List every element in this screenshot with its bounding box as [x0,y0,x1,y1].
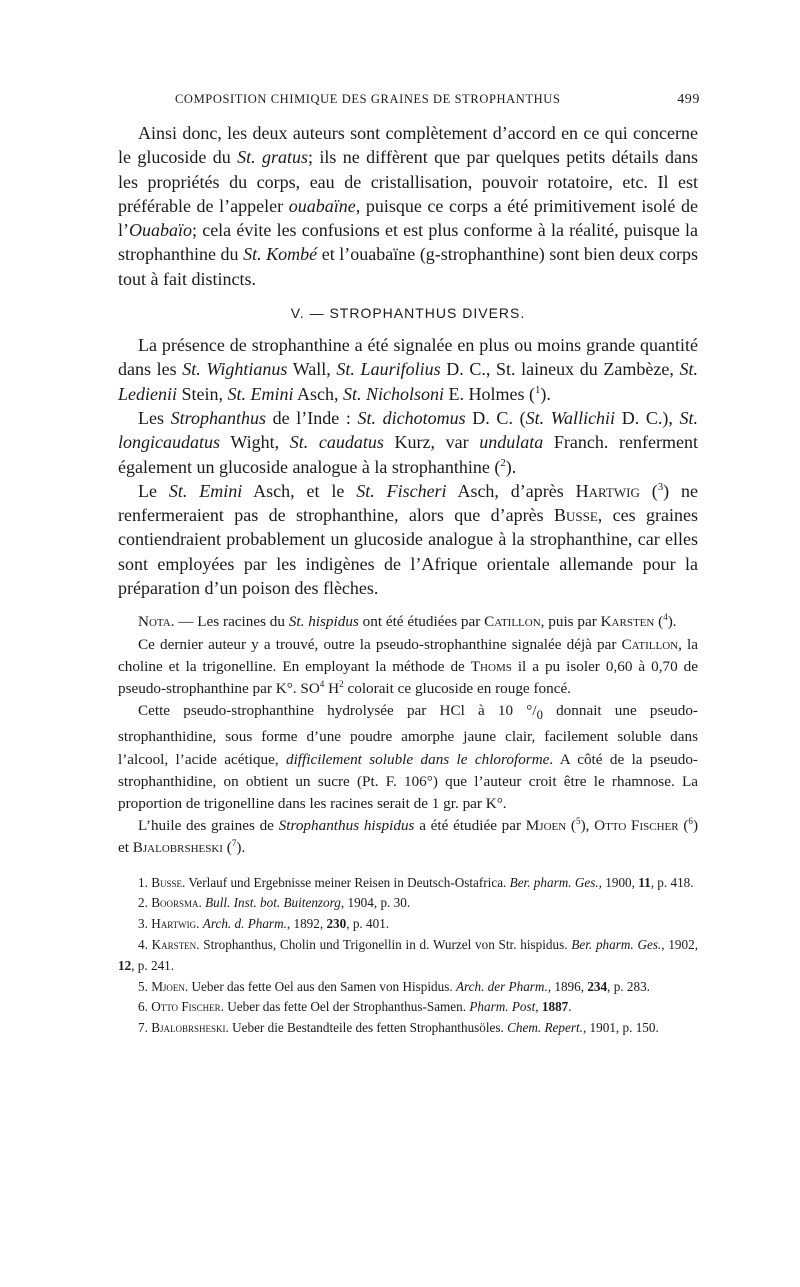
text-run: , 1901, p. 150. [582,1020,659,1036]
text-run: ) et [118,817,699,857]
text-run: et l’ouabaïne (g-strophanthine) sont bien deux corps tout à fait distincts. [118,244,698,289]
text-run: . [196,916,203,932]
text-run: colorait ce glucoside en rouge foncé. [343,679,571,697]
footnotes [118,873,698,1039]
author-name: Hartwig [575,480,640,501]
species-name: Strophanthus hispidus [278,817,415,835]
footnote [118,914,698,935]
footnote [118,977,698,998]
footnote-ref[interactable]: 7 [231,838,237,849]
paragraph-india [118,406,698,479]
paragraph-emini [118,479,698,600]
nota-block [118,611,698,859]
running-title: COMPOSITION CHIMIQUE DES GRAINES DE STROPHANTHUS [175,92,561,106]
text-run: , 1900, [598,874,639,890]
text-run: , p. 418. [650,874,694,890]
footnote-number: 7. [138,1020,152,1036]
text-run: , puis par [540,613,601,631]
footnote [118,935,698,977]
text-run: ), [580,817,595,835]
formula-index: 0 [536,708,543,723]
species-name: St. longicaudatus [118,407,698,453]
journal-title: Bull. Inst. bot. Buitenzorg [205,895,341,911]
species-name: St. hispidus [288,613,359,631]
text-run: Les [138,407,171,428]
text-run: , [535,999,542,1015]
text-run: D. C.), [615,407,680,428]
term: Ouabaïo [129,220,192,241]
species-name: St. Emini [227,383,294,404]
text-run: , 1892, [286,916,327,932]
text-run: . [198,895,206,911]
text-run: Wight, [220,432,290,453]
text-run: . Ueber die Bestandteile des fetten Strophanthusöles. [225,1020,508,1036]
species-name: St. Ledienii [118,359,699,404]
text-run: Stein, [177,383,228,404]
text-run: ). [540,383,551,404]
term: ouabaïne [288,195,356,216]
text-run: . Verlauf und Ergebnisse meiner Reisen in Deutsch-Ostafrica. [182,874,510,890]
footnote-ref[interactable]: 4 [663,612,668,623]
text-run: . Ueber das fette Oel der Strophanthus-Samen. [220,999,470,1015]
text-run: ( [639,480,658,501]
footnote-ref[interactable]: 2 [500,456,506,469]
main-text [118,121,698,600]
species-name: St. Nicholsoni [343,383,445,404]
footnote [118,1018,698,1039]
text-run: La présence de strophanthine a été signalée en plus ou moins grande quantité dans les [118,335,698,380]
text-run: de l’Inde : [265,407,358,428]
text-run: il a pu isoler 0,60 à 0,70 de pseudo-strophanthine par K°. SO [118,657,698,697]
journal-title: Pharm. Post [469,999,536,1015]
text-run: Asch, d’après [446,480,576,501]
text-run: . A côté de la pseudo-strophanthidine, on obtient un sucre (Pt. F. 106°) que l’auteur croit être le rhamnose. La proportion de trigonelline dans les racines serait de 1 gr. par K°. [118,750,698,812]
footnote-number: 2. [138,895,152,911]
text-run: , p. 283. [607,978,650,994]
species-name: St. Wightianus [182,359,288,380]
species-name: St. Emini [168,480,243,501]
species-name: St. caudatus [289,432,384,453]
text-run: D. C. ( [465,407,526,428]
text-run: a été étudiée par [414,817,526,835]
text-run: ( [654,613,664,631]
volume-number: 1887 [541,999,569,1015]
text-run: , 1904, p. 30. [340,895,411,911]
species-name: St. Fischeri [356,480,447,501]
author-name: Otto Fischer [151,999,221,1015]
author-name: Karsten [600,613,655,631]
page-body [118,121,698,1039]
text-run: Ce dernier auteur y a trouvé, outre la pseudo-strophanthine signalée déjà par [138,635,622,653]
footnote [118,893,698,914]
footnote-ref[interactable]: 6 [688,816,693,827]
text-run: . [568,999,572,1015]
text-run: , ces graines contiendraient probablement un glucoside analogue à la strophanthine, car elles sont employées par les indigènes de l’Afrique orientale allemande pour la préparation d’un poison des flèches. [118,505,698,599]
text-run: donnait une pseudo-strophanthidine, sous forme d’une poudre amorphe jaune clair, facilement soluble dans l’alcool, l’acide acétique, [118,702,698,768]
text-run: , 1896, [547,978,588,994]
text-run: ( [678,817,689,835]
text-run: ; ils ne diffèrent que par quelques petits détails dans les propriétés du corps, eau de cristallisation, pouvoir rotatoire, etc. Il est préférable de l’appeler [118,147,698,216]
author-name: Busse [151,874,182,890]
author-name: Busse [553,505,598,526]
text-run: H [324,679,340,697]
text-run: E. Holmes ( [444,383,536,404]
page-number: 499 [677,92,700,107]
text-run: ) ne renfermeraient pas de strophanthine, alors que d’après [118,480,699,526]
author-name: Thoms [470,657,512,675]
text-run: , p. 401. [346,916,390,932]
nota-paragraph [118,611,698,633]
text-run: ; cela évite les confusions et est plus conforme à la réalité, puisque la strophanthine du [118,220,698,265]
formula-index: 2 [339,678,344,689]
species-name: St. dichotomus [357,407,466,428]
volume-number: 234 [587,978,608,994]
author-name: Mjoen [525,817,567,835]
text-run: . — Les racines du [170,613,289,631]
author-name: Mjoen [151,978,185,994]
text-run: Ainsi donc, les deux auteurs sont complètement d’accord en ce qui concerne le glucoside du [118,123,698,168]
text-run: Franch. renferment également un glucoside analogue à la strophanthine ( [118,432,698,477]
paragraph-intro [118,121,698,291]
footnote-number: 5. [138,978,152,994]
text-run: Kurz, var [383,432,480,453]
author-name: Bjalobrsheski [132,839,223,857]
nota-paragraph [118,700,698,815]
species-name: St. Kombé [243,244,318,265]
journal-title: Ber. pharm. Ges. [571,937,662,952]
footnote [118,997,698,1018]
volume-number: 12 [118,957,132,973]
nota-paragraph [118,634,698,701]
emphasis: difficilement soluble dans le chloroforme [285,750,550,768]
text-run: ). [505,456,517,477]
text-run: . Ueber das fette Oel aus den Samen von Hispidus. [184,978,456,994]
text-run: L’huile des graines de [138,817,279,835]
footnote-number: 3. [138,916,152,932]
species-name: St. gratus [237,147,309,168]
text-run: Le [138,480,169,501]
author-name: Boorsma [151,895,199,911]
author-name: Hartwig [151,916,197,932]
text-run: , la choline et la trigonelline. En employant la méthode de [118,635,699,675]
text-run: , p. 241. [131,957,175,973]
text-run: , puisque ce corps a été primitivement isolé de l’ [118,195,698,241]
text-run: . Strophanthus, Cholin und Trigonellin in d. Wurzel von Str. hispidus. [196,937,572,952]
text-run: Wall, [287,359,337,380]
author-name: Otto Fischer [594,817,679,835]
paragraph-presence [118,333,698,406]
species-name: St. Wallichii [525,407,616,428]
text-run: , 1902, [661,937,698,952]
footnote-number: 1. [138,874,152,890]
journal-title: Arch. der Pharm. [455,978,548,994]
footnote-ref[interactable]: 5 [576,816,581,827]
text-run: ). [236,839,246,857]
footnote-ref[interactable]: 1 [535,383,541,396]
species-name: Strophanthus [170,407,266,428]
journal-title: Arch. d. Pharm. [202,916,287,932]
author-name: Karsten [151,937,197,952]
footnote [118,873,698,894]
author-name: Catillon [621,635,679,653]
text-run: ). [667,613,677,631]
nota-paragraph [118,815,698,859]
footnote-number: 4. [138,937,152,952]
variety-name: undulata [479,432,544,453]
nota-label: Nota [138,613,171,631]
text-run: Cette pseudo-strophanthine hydrolysée par HCl à 10 °/ [138,702,537,720]
footnote-ref[interactable]: 3 [657,480,664,493]
text-run: Asch, et le [242,480,357,501]
author-name: Bjalobrsheski [151,1020,226,1036]
text-run: Asch, [293,383,344,404]
text-run: D. C., St. laineux du Zambèze, [440,359,680,380]
text-run: ont été étudiées par [358,613,485,631]
text-run: ( [222,839,232,857]
author-name: Catillon [484,613,541,631]
formula-index: 4 [319,678,325,689]
journal-title: Chem. Repert. [507,1020,583,1036]
text-run: ( [566,817,576,835]
section-heading: V. — STROPHANTHUS DIVERS. [290,305,526,322]
species-name: St. Laurifolius [336,359,441,380]
volume-number: 230 [326,916,347,932]
footnote-number: 6. [138,999,152,1015]
journal-title: Ber. pharm. Ges. [509,874,599,890]
volume-number: 11 [638,874,651,890]
